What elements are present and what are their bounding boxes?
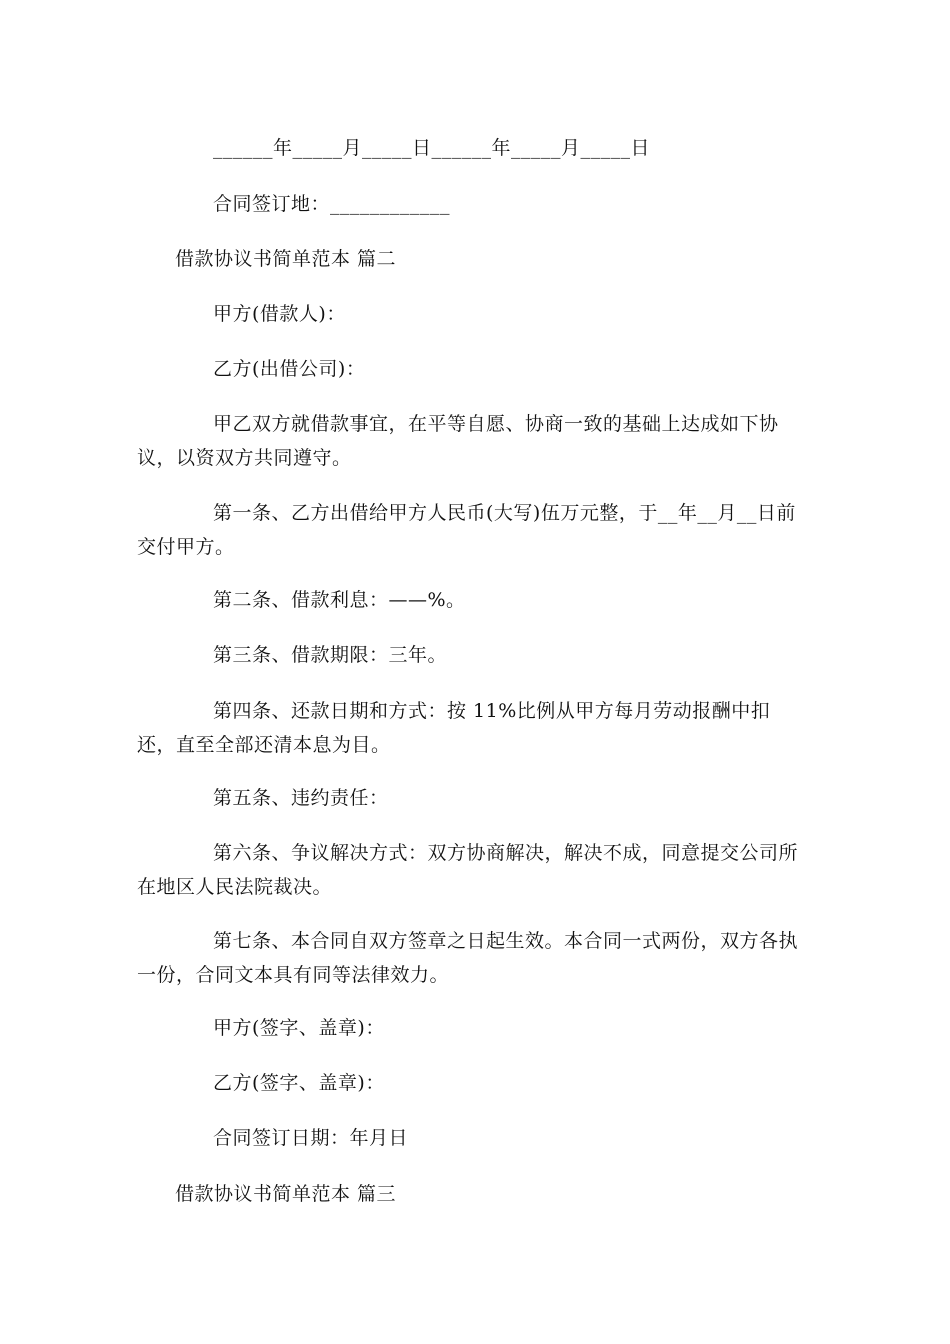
- article-6: 第六条、争议解决方式：双方协商解决，解决不成，同意提交公司所在地区人民法院裁决。: [137, 842, 799, 898]
- article-4: 第四条、还款日期和方式：按 11%比例从甲方每月劳动报酬中扣还，直至全部还清本息为目。: [137, 700, 771, 756]
- date-line: ______年_____月_____日______年_____月_____日: [213, 137, 651, 159]
- signing-place: 合同签订地：____________: [213, 193, 451, 215]
- sign-party-b: 乙方(签字、盖章)：: [213, 1072, 385, 1094]
- party-a-label: 甲方(借款人)：: [213, 303, 346, 325]
- article-7: 第七条、本合同自双方签章之日起生效。本合同一式两份，双方各执一份，合同文本具有同等法律效力。: [137, 930, 799, 986]
- sign-party-a: 甲方(签字、盖章)：: [213, 1017, 385, 1039]
- section-heading-3: 借款协议书简单范本 篇三: [175, 1183, 397, 1205]
- article-5: 第五条、违约责任：: [213, 787, 389, 809]
- article-3: 第三条、借款期限：三年。: [213, 644, 448, 666]
- article-1: 第一条、乙方出借给甲方人民币(大写)伍万元整，于__年__月__日前交付甲方。: [137, 502, 796, 558]
- party-b-label: 乙方(出借公司)：: [213, 358, 366, 380]
- section-heading-2: 借款协议书简单范本 篇二: [175, 248, 397, 270]
- article-2: 第二条、借款利息：——%。: [213, 589, 466, 611]
- intro-paragraph: 甲乙双方就借款事宜，在平等自愿、协商一致的基础上达成如下协议，以资双方共同遵守。: [137, 413, 779, 469]
- sign-date: 合同签订日期：年月日: [213, 1127, 409, 1149]
